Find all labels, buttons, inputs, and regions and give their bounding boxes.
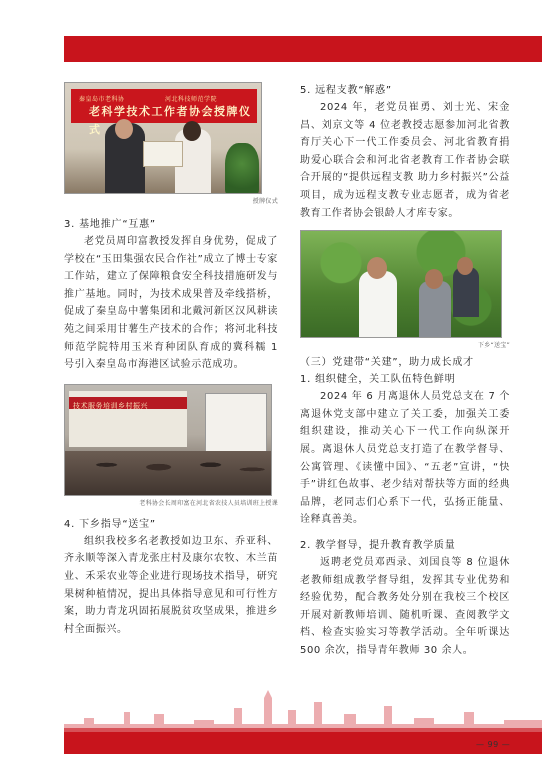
- whiteboard: [205, 393, 267, 453]
- screen-title-text: 技术服务培训乡村振兴: [73, 401, 148, 410]
- photo-training-class: [64, 384, 272, 496]
- right-column: [300, 82, 510, 659]
- section-5-heading: 5. 远程支教“解惑”: [300, 85, 392, 96]
- section-4-paragraph: 组织我校多名老教授如边卫东、乔亚科、齐永顺等深入青龙张庄村及康尔农牧、木兰苗业、禾采农业等企业进行现场技术指导，研究果树种植情况，提出具体指导意见和可行性方案，助力青龙巩固拓展脱贫攻坚成果，推进乡村全面振兴。: [64, 535, 278, 635]
- caption-award-ceremony: 授牌仪式: [252, 198, 278, 205]
- subsection-2-heading: 2. 教学督导，提升教育教学质量: [300, 539, 456, 551]
- part-3-heading: （三）党建带“关建”，助力成长成才: [300, 357, 474, 369]
- figure-person-grey-shirt: [419, 281, 451, 338]
- banner-text-org-b: 河北科技师范学院: [165, 96, 218, 103]
- page-number: — 99 —: [476, 740, 511, 749]
- section-3-paragraph: 老党员周印富教授发挥自身优势，促成了学校在“玉田集强农民合作社”成立了博士专家工作站，建立了保障粮食安全科技措施研发与推广基地。同时，为技术成果普及牵线搭桥，促成了秦皇岛中薯集团和北戴河新区汉风耕读苑之间采用甘薯生产技术的合作；将河北科技师范学院特用玉米育种团队育成的冀科糯 1 号引入秦皇岛市海港区试验示范成功。: [64, 236, 278, 371]
- figure-person-white-shirt: [359, 271, 397, 338]
- header-red-band: [64, 36, 542, 62]
- subsection-1-paragraph: 2024 年 6 月离退休人员党总支在 7 个离退休党支部中建立了关工委，加强关工委组织建设，推动关心下一代工作向纵深开展。离退休人员党总支打造了在教学督导、公寓管理、《读懂中国》、“五老”宣讲，“快手”讲红色故事、老少结对帮扶等方面的经典品牌，老同志们心系下一代，弘扬正能量、诠释真善美。: [300, 391, 510, 526]
- caption-training-class: 老科协会长周印富在河北省农技人员培训班上授课: [139, 499, 278, 507]
- section-5-paragraph: 2024 年，老党员崔勇、刘士光、宋金昌、刘京文等 4 位老教授志愿参加河北省教育厅关心下一代工作委员会、河北省教育捐助爱心联合会和河北省老教育工作者协会联合开展的“提供远程支教 助力乡村振兴”公益项目，成为远程支教专业志愿者，成为省老教育工作者协会银龄人才库专家。: [300, 102, 510, 219]
- award-plaque: [143, 141, 183, 167]
- caption-orchard-guidance: 下乡“送宝”: [477, 342, 510, 350]
- city-skyline-decoration: [64, 684, 542, 732]
- audience-rows: [65, 451, 272, 496]
- photo-orchard-guidance: [300, 230, 502, 338]
- potted-plant: [225, 143, 259, 194]
- section-3-heading: 3. 基地推广“互惠”: [64, 219, 156, 230]
- figure-man-head: [115, 119, 133, 139]
- footer-red-band: [64, 732, 542, 754]
- figure-head: [367, 257, 387, 279]
- subsection-1-heading: 1. 组织健全，关工队伍特色鲜明: [300, 374, 456, 386]
- subsection-2-paragraph: 返聘老党员邓西录、刘国良等 8 位退休老教师组成教学督导组，发挥其专业优势和经验优势，配合教务处分别在我校三个校区开展对新教师培训、随机听课、查阅教学文档、检查实验实习等教学活动。全年听课达 500 余次，指导青年教师 30 余人。: [300, 556, 510, 656]
- banner-text-title: 老科学技术工作者协会授牌仪式: [89, 105, 252, 136]
- section-4-heading: 4. 下乡指导“送宝”: [64, 518, 156, 530]
- figure-woman-head: [183, 121, 201, 141]
- left-column: [64, 82, 278, 638]
- photo-award-ceremony: [64, 82, 262, 194]
- banner-text-org-a: 秦皇岛市老科协: [79, 96, 125, 103]
